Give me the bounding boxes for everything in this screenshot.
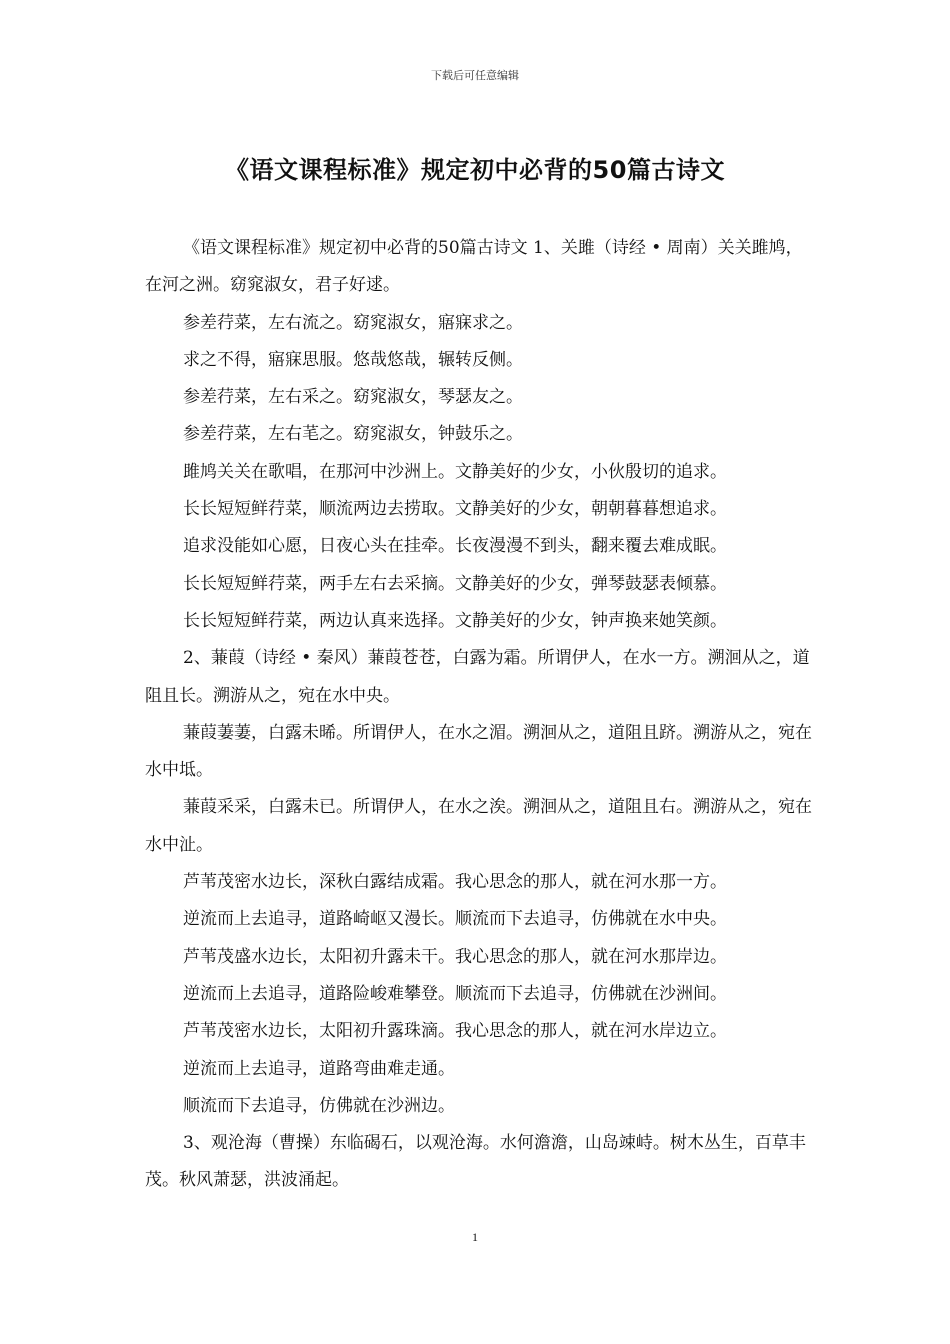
paragraph: 长长短短鲜荇菜，顺流两边去捞取。文静美好的少女，朝朝暮暮想追求。 (183, 499, 727, 520)
paragraph: 逆流而上去追寻，道路崎岖又漫长。顺流而下去追寻，仿佛就在水中央。 (183, 909, 727, 930)
paragraph: 雎鸠关关在歌唱，在那河中沙洲上。文静美好的少女，小伙殷切的追求。 (183, 461, 727, 482)
paragraph: 长长短短鲜荇菜，两边认真来选择。文静美好的少女，钟声换来她笑颜。 (183, 610, 727, 631)
page-number: 1 (472, 1230, 478, 1244)
document-body (145, 230, 815, 1200)
paragraph: 蒹葭采采，白露未已。所谓伊人，在水之涘。溯洄从之，道阻且右。溯游从之，宛在水中沚。 (145, 797, 812, 855)
paragraph: 参差荇菜，左右流之。窈窕淑女，寤寐求之。 (183, 312, 523, 333)
paragraph: 求之不得，寤寐思服。悠哉悠哉，辗转反侧。 (183, 349, 523, 370)
paragraph: 芦苇茂盛水边长，太阳初升露未干。我心思念的那人，就在河水那岸边。 (183, 946, 727, 967)
page-header-note: 下载后可任意编辑 (431, 69, 519, 82)
paragraph: 《语文课程标准》规定初中必背的50篇古诗文 1、关雎（诗经 • 周南）关关雎鸠，在河之洲。窈窕淑女，君子好逑。 (145, 238, 803, 296)
paragraph: 2、蒹葭（诗经 • 秦风）蒹葭苍苍，白露为霜。所谓伊人，在水一方。溯洄从之，道阻且长。溯游从之，宛在水中央。 (145, 648, 810, 706)
paragraph: 参差荇菜，左右芼之。窈窕淑女，钟鼓乐之。 (183, 424, 523, 445)
paragraph: 顺流而下去追寻，仿佛就在沙洲边。 (183, 1095, 455, 1116)
paragraph: 芦苇茂密水边长，太阳初升露珠滴。我心思念的那人，就在河水岸边立。 (183, 1021, 727, 1042)
document-title: 《语文课程标准》规定初中必背的50篇古诗文 (225, 156, 725, 184)
paragraph: 芦苇茂密水边长，深秋白露结成霜。我心思念的那人，就在河水那一方。 (183, 872, 727, 893)
paragraph: 参差荇菜，左右采之。窈窕淑女，琴瑟友之。 (183, 387, 523, 408)
paragraph: 逆流而上去追寻，道路险峻难攀登。顺流而下去追寻，仿佛就在沙洲间。 (183, 983, 727, 1004)
paragraph: 逆流而上去追寻，道路弯曲难走通。 (183, 1058, 455, 1079)
paragraph: 长长短短鲜荇菜，两手左右去采摘。文静美好的少女，弹琴鼓瑟表倾慕。 (183, 573, 727, 594)
paragraph: 蒹葭萋萋，白露未晞。所谓伊人，在水之湄。溯洄从之，道阻且跻。溯游从之，宛在水中坻。 (145, 722, 812, 781)
paragraph: 追求没能如心愿，日夜心头在挂牵。长夜漫漫不到头，翻来覆去难成眠。 (183, 536, 727, 557)
paragraph: 3、观沧海（曹操）东临碣石，以观沧海。水何澹澹，山岛竦峙。树木丛生，百草丰茂。秋风萧瑟，洪波涌起。 (145, 1133, 806, 1191)
